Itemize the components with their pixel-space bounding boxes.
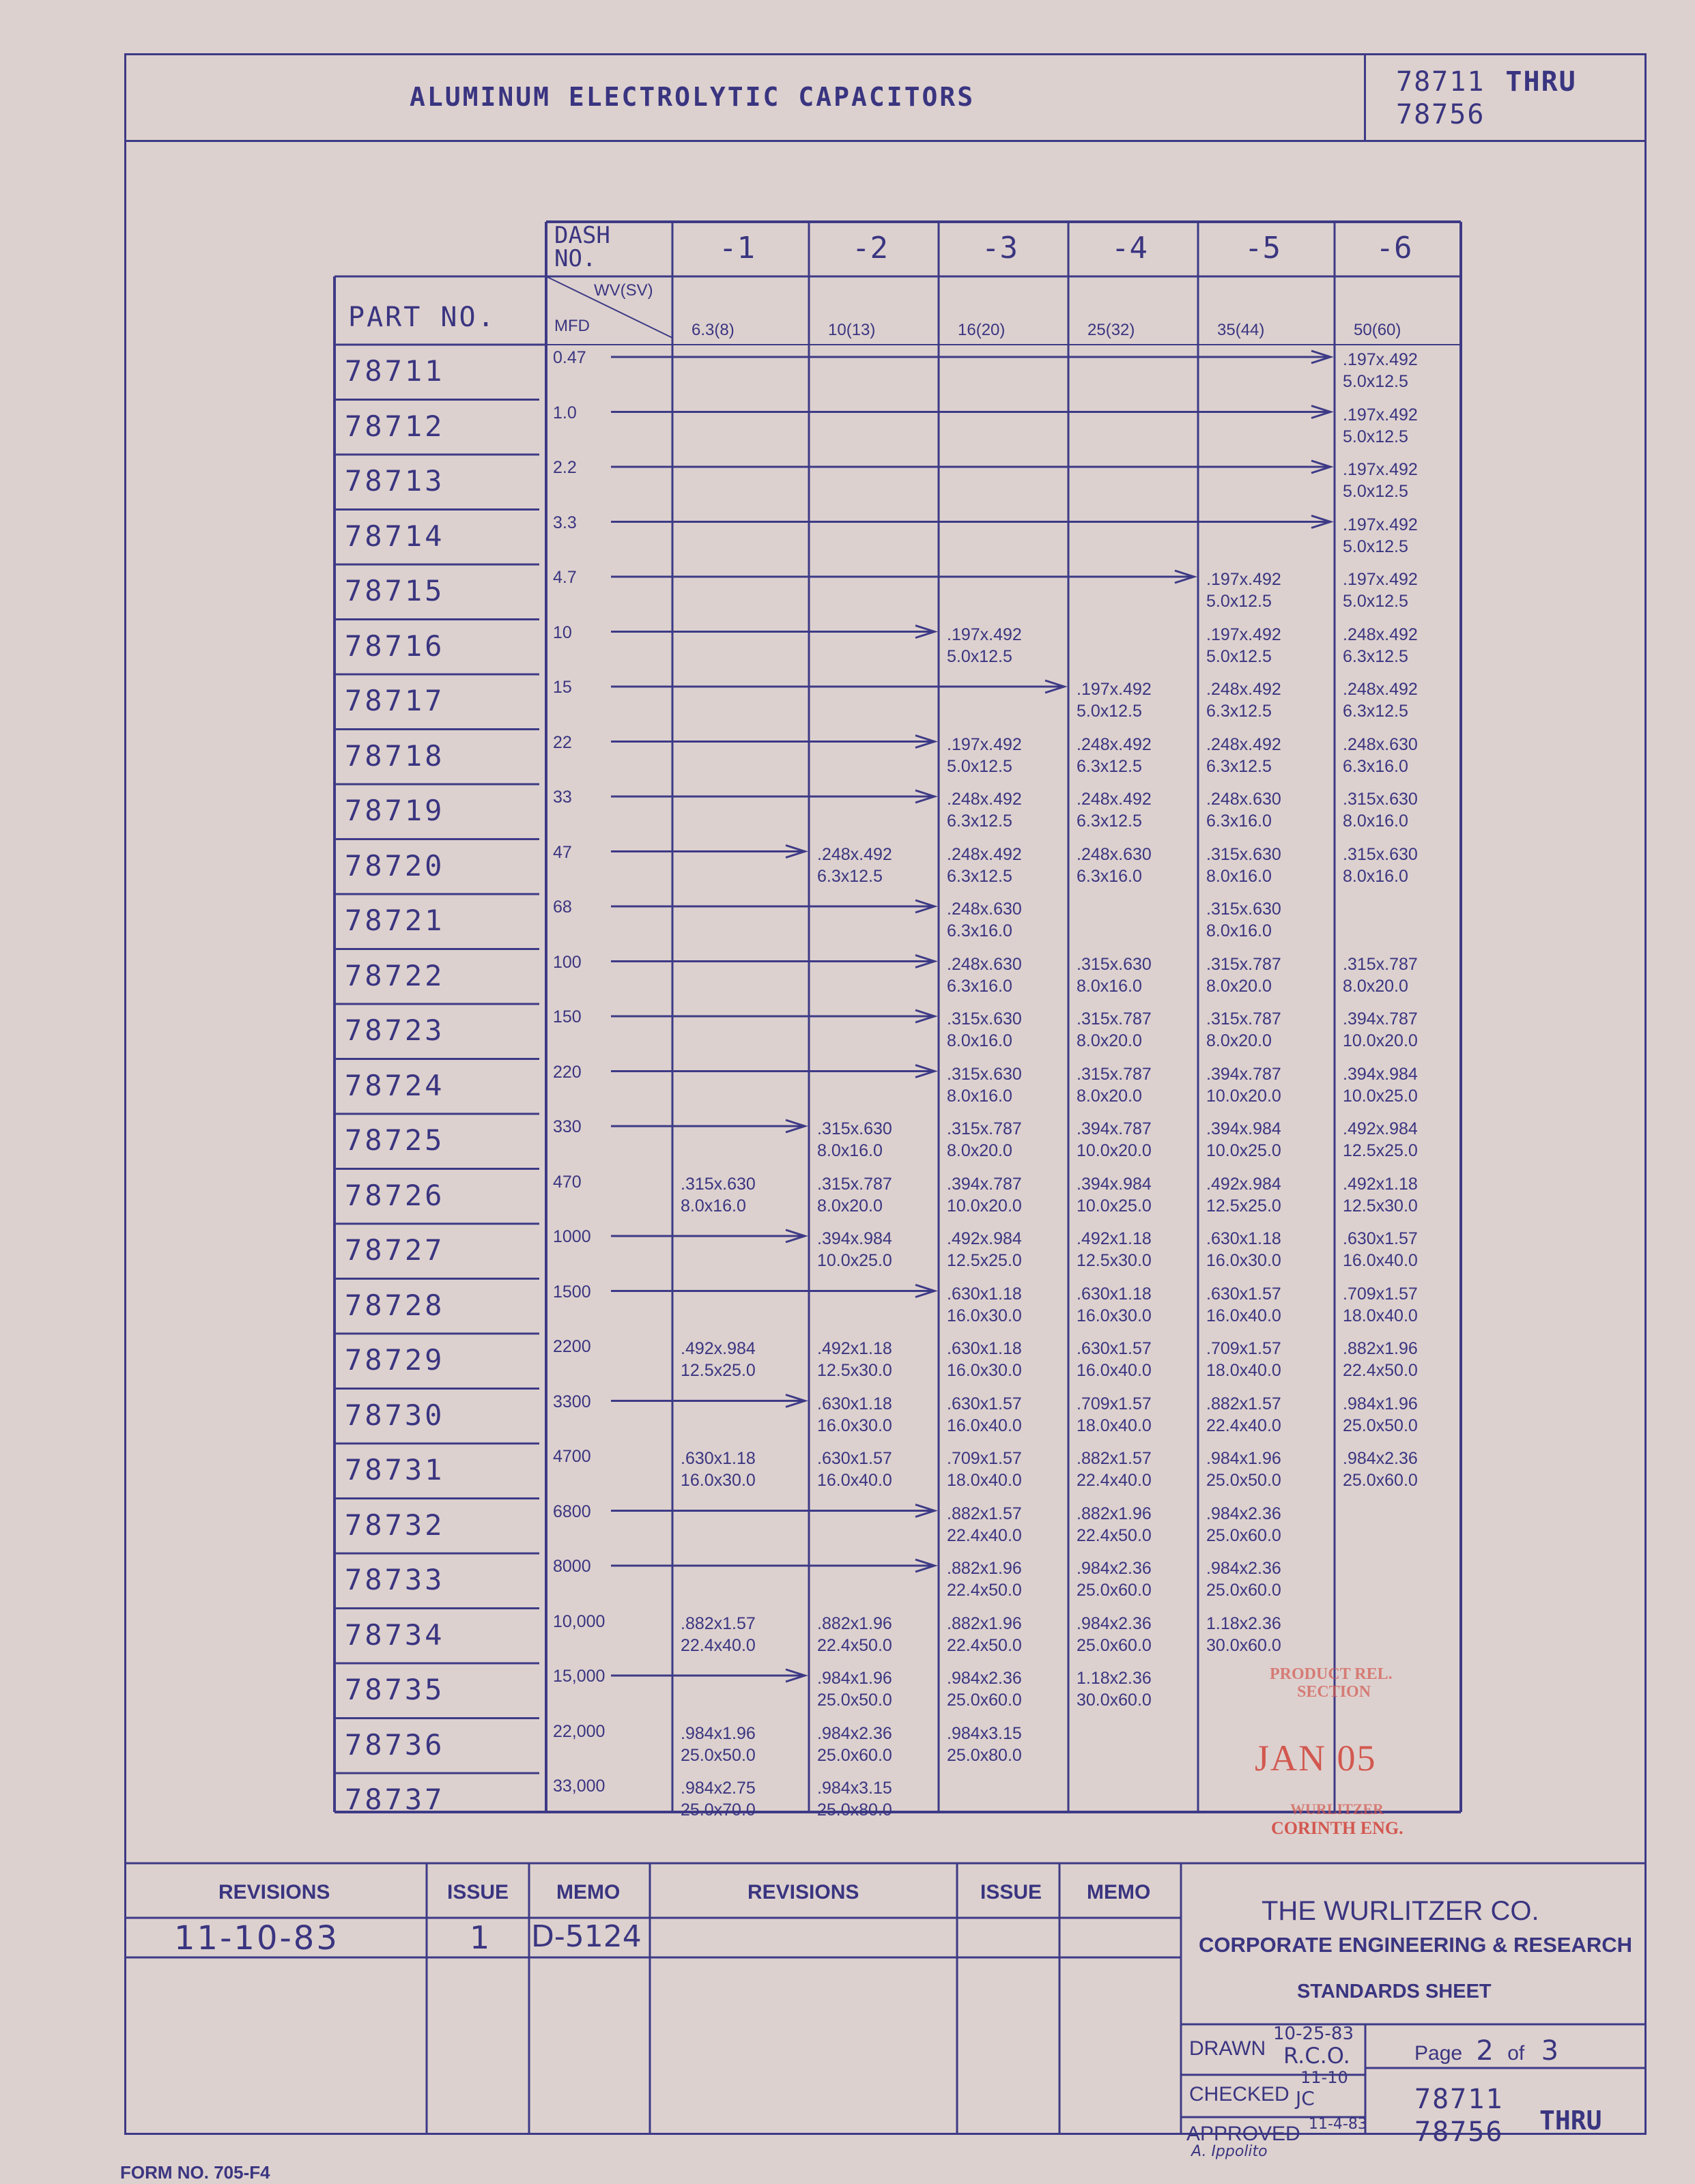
dimension-cell: .248x.492 6.3x12.5	[947, 790, 1022, 831]
dimension-cell: .248x.630 6.3x16.0	[1077, 844, 1152, 886]
capacitance-value: 4700	[553, 1447, 591, 1466]
capacitance-value: 33,000	[553, 1777, 606, 1796]
dimension-cell: .882x1.96 22.4x50.0	[1077, 1504, 1152, 1545]
capacitance-value: 3.3	[553, 513, 577, 532]
revisions-header-1: REVISIONS	[218, 1881, 330, 1903]
part-number: 78729	[345, 1343, 445, 1377]
dimension-cell: .248x.492 6.3x12.5	[1077, 734, 1152, 776]
part-number: 78727	[345, 1233, 445, 1267]
dimension-cell: .197x.492 5.0x12.5	[1343, 515, 1418, 556]
dimension-cell: .248x.492 6.3x12.5	[1206, 680, 1281, 721]
dimension-cell: .630x1.18 16.0x30.0	[947, 1284, 1022, 1325]
part-number: 78711	[345, 354, 445, 388]
part-number: 78725	[345, 1123, 445, 1157]
department-name: CORPORATE ENGINEERING & RESEARCH	[1199, 1933, 1632, 1957]
capacitance-value: 8000	[553, 1557, 591, 1576]
dimension-cell: .630x1.18 16.0x30.0	[947, 1339, 1022, 1380]
dimension-cell: .394x.984 10.0x25.0	[1343, 1064, 1418, 1106]
part-number: 78719	[345, 794, 445, 827]
doc-thru: THRU	[1505, 66, 1577, 98]
capacitance-value: 330	[553, 1117, 582, 1136]
dimension-cell: .630x1.18 16.0x30.0	[817, 1394, 892, 1435]
voltage-header-6: 50(60)	[1354, 321, 1401, 339]
capacitance-value: 220	[553, 1062, 582, 1082]
dimension-cell: .248x.492 6.3x12.5	[1343, 624, 1418, 666]
dimension-cell: .248x.630 6.3x16.0	[947, 900, 1022, 940]
part-number: 78720	[345, 848, 445, 882]
dimension-cell: .630x1.57 16.0x40.0	[1077, 1339, 1152, 1380]
dimension-cell: .394x.787 10.0x20.0	[947, 1174, 1022, 1216]
checked-label: CHECKED	[1189, 2083, 1290, 2106]
dimension-cell: .492x1.18 12.5x30.0	[1077, 1229, 1152, 1270]
dimension-cell: .882x1.96 22.4x50.0	[947, 1613, 1022, 1655]
dimension-cell: .492x.984 12.5x25.0	[1206, 1174, 1281, 1216]
dimension-cell: .248x.492 6.3x12.5	[1206, 734, 1281, 776]
part-number: 78728	[345, 1288, 445, 1322]
dimension-cell: .394x.984 10.0x25.0	[1206, 1119, 1281, 1160]
dimension-cell: .882x1.96 22.4x50.0	[1343, 1339, 1418, 1380]
capacitance-value: 47	[553, 842, 572, 862]
dimension-cell: .630x1.18 16.0x30.0	[681, 1449, 756, 1490]
dimension-cell: .394x.787 10.0x20.0	[1077, 1119, 1152, 1160]
dimension-cell: .984x3.15 25.0x80.0	[947, 1723, 1022, 1765]
dimension-cell: .630x1.18 16.0x30.0	[1206, 1229, 1281, 1270]
dimension-cell: .315x.787 8.0x20.0	[1206, 954, 1281, 996]
dimension-cell: .248x.630 6.3x16.0	[947, 954, 1022, 996]
dimension-cell: .984x1.96 25.0x50.0	[1343, 1394, 1418, 1435]
footer-doc-to: 78756	[1414, 2116, 1504, 2148]
capacitance-value: 33	[553, 788, 572, 807]
form-number: FORM NO. 705-F4	[120, 2162, 270, 2183]
dash-header-1: -1	[719, 231, 755, 265]
page-indicator	[1414, 2035, 1558, 2067]
page-total: 3	[1541, 2035, 1559, 2067]
revision-date: 11-10-83	[174, 1919, 339, 1957]
dimension-cell: .984x2.36 25.0x60.0	[1077, 1559, 1152, 1600]
sheet-title: ALUMINUM ELECTROLYTIC CAPACITORS	[410, 82, 975, 112]
doc-from: 78711	[1396, 66, 1485, 98]
dimension-cell: .984x2.75 25.0x70.0	[681, 1779, 756, 1820]
dimension-cell: .197x.492 5.0x12.5	[1206, 570, 1281, 611]
approved-date: 11-4-83	[1309, 2116, 1367, 2133]
part-number: 78717	[345, 684, 445, 717]
footer-doc-from: 78711	[1414, 2084, 1504, 2115]
part-number: 78732	[345, 1508, 445, 1542]
revision-issue: 1	[470, 1919, 490, 1956]
page-label: Page	[1414, 2042, 1463, 2065]
dimension-cell: .630x1.57 16.0x40.0	[1343, 1229, 1418, 1270]
capacitance-value: 15,000	[553, 1667, 606, 1686]
dimension-cell: .882x1.57 22.4x40.0	[1077, 1449, 1152, 1490]
dimension-cell: .197x.492 5.0x12.5	[947, 624, 1022, 666]
part-number: 78721	[345, 904, 445, 937]
dimension-cell: .709x1.57 18.0x40.0	[1077, 1394, 1152, 1435]
dimension-cell: .630x1.57 16.0x40.0	[817, 1449, 892, 1490]
part-number: 78735	[345, 1673, 445, 1706]
dash-header-2: -2	[852, 231, 888, 265]
capacitance-value: 0.47	[553, 348, 586, 367]
checked-date: 11-10	[1300, 2068, 1348, 2087]
sheet-type: STANDARDS SHEET	[1297, 1981, 1492, 2002]
dash-header-3: -3	[982, 231, 1018, 265]
capacitance-value: 1.0	[553, 403, 577, 422]
dimension-cell: .492x.984 12.5x25.0	[947, 1229, 1022, 1270]
dimension-cell: .315x.787 8.0x20.0	[1077, 1009, 1152, 1050]
dimension-cell: .394x.787 10.0x20.0	[1206, 1064, 1281, 1106]
drawn-date: 10-25-83	[1273, 2024, 1354, 2044]
dimension-cell: .882x1.57 22.4x40.0	[681, 1613, 756, 1655]
dimension-cell: .197x.492 5.0x12.5	[1343, 405, 1418, 446]
dimension-cell: .492x.984 12.5x25.0	[681, 1339, 756, 1380]
dash-no-label: DASH NO.	[554, 222, 610, 272]
part-number: 78722	[345, 958, 445, 992]
dimension-cell: .984x3.15 25.0x80.0	[817, 1779, 892, 1820]
capacitance-value: 1500	[553, 1282, 591, 1302]
part-number: 78714	[345, 519, 445, 553]
footer-doc-range	[1414, 2083, 1503, 2149]
dimension-cell: .492x.984 12.5x25.0	[1343, 1119, 1418, 1160]
dimension-cell: .492x1.18 12.5x30.0	[1343, 1174, 1418, 1216]
dimension-cell: .197x.492 5.0x12.5	[1343, 350, 1418, 391]
approved-by: A. Ippolito	[1191, 2143, 1268, 2160]
dimension-cell: .197x.492 5.0x12.5	[1343, 570, 1418, 611]
checked-by: JC	[1296, 2087, 1315, 2110]
dimension-cell: .315x.787 8.0x20.0	[1206, 1009, 1281, 1050]
dimension-cell: .315x.787 8.0x20.0	[1343, 954, 1418, 996]
part-number: 78736	[345, 1727, 445, 1762]
part-number: 78734	[345, 1618, 445, 1652]
dimension-cell: .197x.492 5.0x12.5	[1077, 680, 1152, 721]
part-number: 78712	[345, 409, 445, 443]
part-number: 78715	[345, 574, 445, 607]
dimension-cell: .394x.787 10.0x20.0	[1343, 1009, 1418, 1050]
dimension-cell: 1.18x2.36 30.0x60.0	[1206, 1613, 1281, 1655]
dimension-cell: .984x1.96 25.0x50.0	[817, 1669, 892, 1710]
dimension-cell: .630x1.57 16.0x40.0	[1206, 1284, 1281, 1325]
part-number: 78718	[345, 738, 445, 773]
capacitance-value: 22,000	[553, 1721, 606, 1741]
dimension-cell: .984x2.36 25.0x60.0	[1077, 1613, 1152, 1655]
voltage-header-3: 16(20)	[958, 321, 1006, 339]
capacitance-value: 100	[553, 952, 582, 972]
company-name: THE WURLITZER CO.	[1262, 1896, 1539, 1926]
dimension-cell: .315x.630 8.0x16.0	[1206, 900, 1281, 940]
dimension-cell: .315x.630 8.0x16.0	[681, 1174, 756, 1216]
dimension-cell: .248x.492 6.3x12.5	[947, 844, 1022, 886]
dimension-cell: .709x1.57 18.0x40.0	[1206, 1339, 1281, 1380]
dimension-cell: .709x1.57 18.0x40.0	[947, 1449, 1022, 1490]
dimension-cell: .248x.492 6.3x12.5	[1077, 790, 1152, 831]
dimension-cell: .248x.492 6.3x12.5	[1343, 680, 1418, 721]
dimension-cell: .315x.787 8.0x20.0	[947, 1119, 1022, 1160]
capacitance-value: 2.2	[553, 458, 577, 477]
doc-to: 78756	[1396, 99, 1485, 130]
capacitance-value: 470	[553, 1172, 582, 1192]
dimension-cell: .315x.630 8.0x16.0	[1206, 844, 1281, 886]
dimension-cell: .248x.492 6.3x12.5	[817, 844, 892, 886]
footer-doc-thru: THRU	[1539, 2106, 1602, 2136]
dimension-cell: .709x1.57 18.0x40.0	[1343, 1284, 1418, 1325]
part-number: 78730	[345, 1398, 445, 1432]
dimension-cell: .248x.630 6.3x16.0	[1206, 790, 1281, 831]
dimension-cell: .630x1.57 16.0x40.0	[947, 1394, 1022, 1435]
dimension-cell: .197x.492 5.0x12.5	[1206, 624, 1281, 666]
part-number: 78724	[345, 1068, 445, 1102]
dimension-cell: .315x.630 8.0x16.0	[1343, 790, 1418, 831]
dash-header-5: -5	[1244, 231, 1281, 265]
dash-header-6: -6	[1376, 231, 1412, 265]
dimension-cell: .882x1.96 22.4x50.0	[947, 1559, 1022, 1600]
dimension-cell: .315x.630 8.0x16.0	[947, 1064, 1022, 1106]
dimension-cell: .984x2.36 25.0x60.0	[817, 1723, 892, 1765]
of-label: of	[1507, 2042, 1525, 2065]
issue-header-1: ISSUE	[447, 1881, 509, 1903]
part-number: 78726	[345, 1178, 445, 1212]
dimension-cell: .492x1.18 12.5x30.0	[817, 1339, 892, 1380]
dimension-cell: .315x.787 8.0x20.0	[817, 1174, 892, 1216]
stamp-product-rel: PRODUCT REL.	[1270, 1665, 1393, 1683]
voltage-header-1: 6.3(8)	[692, 321, 735, 339]
dimension-cell: .315x.630 8.0x16.0	[817, 1119, 892, 1160]
capacitance-value: 2200	[553, 1337, 591, 1356]
dimension-cell: .630x1.18 16.0x30.0	[1077, 1284, 1152, 1325]
capacitance-value: 15	[553, 678, 572, 697]
dimension-cell: .315x.630 8.0x16.0	[1343, 844, 1418, 886]
memo-header-1: MEMO	[556, 1881, 621, 1903]
dimension-cell: .197x.492 5.0x12.5	[1343, 460, 1418, 501]
dimension-cell: .984x2.36 25.0x60.0	[1343, 1449, 1418, 1490]
voltage-header-4: 25(32)	[1087, 321, 1135, 339]
dimension-cell: 1.18x2.36 30.0x60.0	[1077, 1669, 1152, 1710]
dimension-cell: .248x.630 6.3x16.0	[1343, 734, 1418, 776]
part-number: 78733	[345, 1563, 445, 1596]
dimension-cell: .984x1.96 25.0x50.0	[1206, 1449, 1281, 1490]
dimension-cell: .394x.984 10.0x25.0	[1077, 1174, 1152, 1216]
part-no-label: PART NO.	[348, 302, 496, 333]
capacitance-value: 22	[553, 732, 572, 752]
capacitance-value: 3300	[553, 1392, 591, 1411]
page-number: 2	[1476, 2035, 1494, 2067]
capacitance-value: 4.7	[553, 568, 577, 587]
dimension-cell: .197x.492 5.0x12.5	[947, 734, 1022, 776]
dimension-cell: .984x2.36 25.0x60.0	[1206, 1559, 1281, 1600]
capacitance-value: 10,000	[553, 1611, 606, 1631]
part-number: 78737	[345, 1783, 445, 1816]
drawn-label: DRAWN	[1189, 2037, 1266, 2060]
dimension-cell: .984x2.36 25.0x60.0	[947, 1669, 1022, 1710]
mfd-label: MFD	[554, 317, 590, 335]
dimension-cell: .984x1.96 25.0x50.0	[681, 1723, 756, 1765]
dash-header-4: -4	[1111, 231, 1148, 265]
issue-header-2: ISSUE	[980, 1881, 1042, 1903]
revisions-header-2: REVISIONS	[747, 1881, 859, 1903]
part-number: 78716	[345, 629, 445, 663]
drawn-by: R.C.O.	[1283, 2043, 1350, 2069]
dimension-cell: .882x1.57 22.4x40.0	[1206, 1394, 1281, 1435]
capacitance-value: 10	[553, 622, 572, 642]
wv-label: WV(SV)	[594, 281, 653, 300]
dimension-cell: .882x1.57 22.4x40.0	[947, 1504, 1022, 1545]
stamp-section: SECTION	[1297, 1683, 1371, 1701]
memo-header-2: MEMO	[1087, 1881, 1151, 1903]
stamp-date: JAN 05	[1255, 1738, 1377, 1779]
revision-memo: D-5124	[531, 1919, 642, 1954]
voltage-header-5: 35(44)	[1217, 321, 1265, 339]
part-number: 78713	[345, 464, 445, 498]
stamp-corinth: CORINTH ENG.	[1271, 1818, 1404, 1838]
part-number: 78723	[345, 1014, 445, 1047]
dimension-cell: .984x2.36 25.0x60.0	[1206, 1504, 1281, 1545]
dimension-cell: .394x.984 10.0x25.0	[817, 1229, 892, 1270]
dimension-cell: .882x1.96 22.4x50.0	[817, 1613, 892, 1655]
dimension-cell: .315x.787 8.0x20.0	[1077, 1064, 1152, 1106]
capacitance-value: 68	[553, 897, 572, 917]
part-number: 78731	[345, 1453, 445, 1486]
voltage-header-2: 10(13)	[828, 321, 876, 339]
dimension-cell: .315x.630 8.0x16.0	[947, 1009, 1022, 1050]
capacitance-value: 1000	[553, 1227, 591, 1246]
approved-label: APPROVED	[1186, 2123, 1300, 2145]
capacitance-value: 6800	[553, 1502, 591, 1521]
stamp-wurlitzer: WURLITZER	[1290, 1800, 1384, 1817]
capacitance-value: 150	[553, 1007, 582, 1026]
dimension-cell: .315x.630 8.0x16.0	[1077, 954, 1152, 996]
